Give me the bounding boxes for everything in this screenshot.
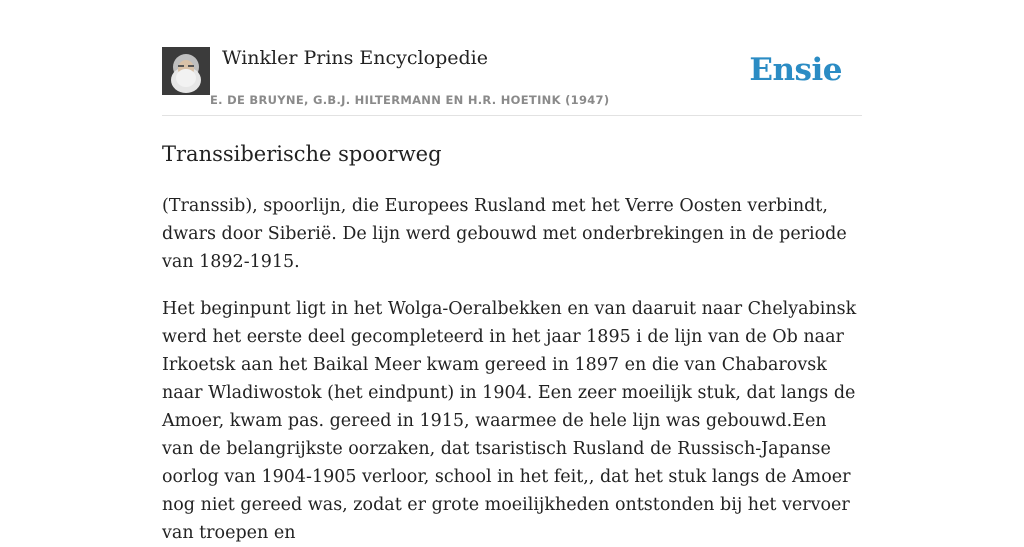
site-title[interactable]: Winkler Prins Encyclopedie [222,47,488,69]
author-avatar-icon[interactable] [162,47,210,95]
brand-logo[interactable]: Ensie [749,52,842,88]
author-byline: E. DE BRUYNE, G.B.J. HILTERMANN EN H.R. HOETINK (1947) [210,93,610,107]
article-paragraph: (Transsib), spoorlijn, die Europees Rusland met het Verre Oosten verbindt, dwars door Siberië. De lijn werd gebouwd met onderbrekingen in de periode van 1892-1915. [162,196,847,272]
site-header [162,46,862,116]
article-paragraph: Het beginpunt ligt in het Wolga-Oeralbekken en van daaruit naar Chelyabinsk werd het eerste deel gecompleteerd in het jaar 1895 i de lijn van de Ob naar Irkoetsk aan het Baikal Meer kwam gereed in 1897 en die van Chabarovsk naar Wladiwostok (het eindpunt) in 1904. Een zeer moeilijk stuk, dat langs de Amoer, kwam pas. gereed in 1915, waarmee de hele lijn was gebouwd.Een van de belangrijkste oorzaken, dat tsaristisch Rusland de Russisch-Japanse oorlog van 1904-1905 verloor, school in het feit,, dat het stuk langs de Amoer nog niet gereed was, zodat er grote moeilijkheden ontstonden bij het vervoer van troepen en [162,299,857,543]
article-title: Transsiberische spoorweg [162,142,442,166]
